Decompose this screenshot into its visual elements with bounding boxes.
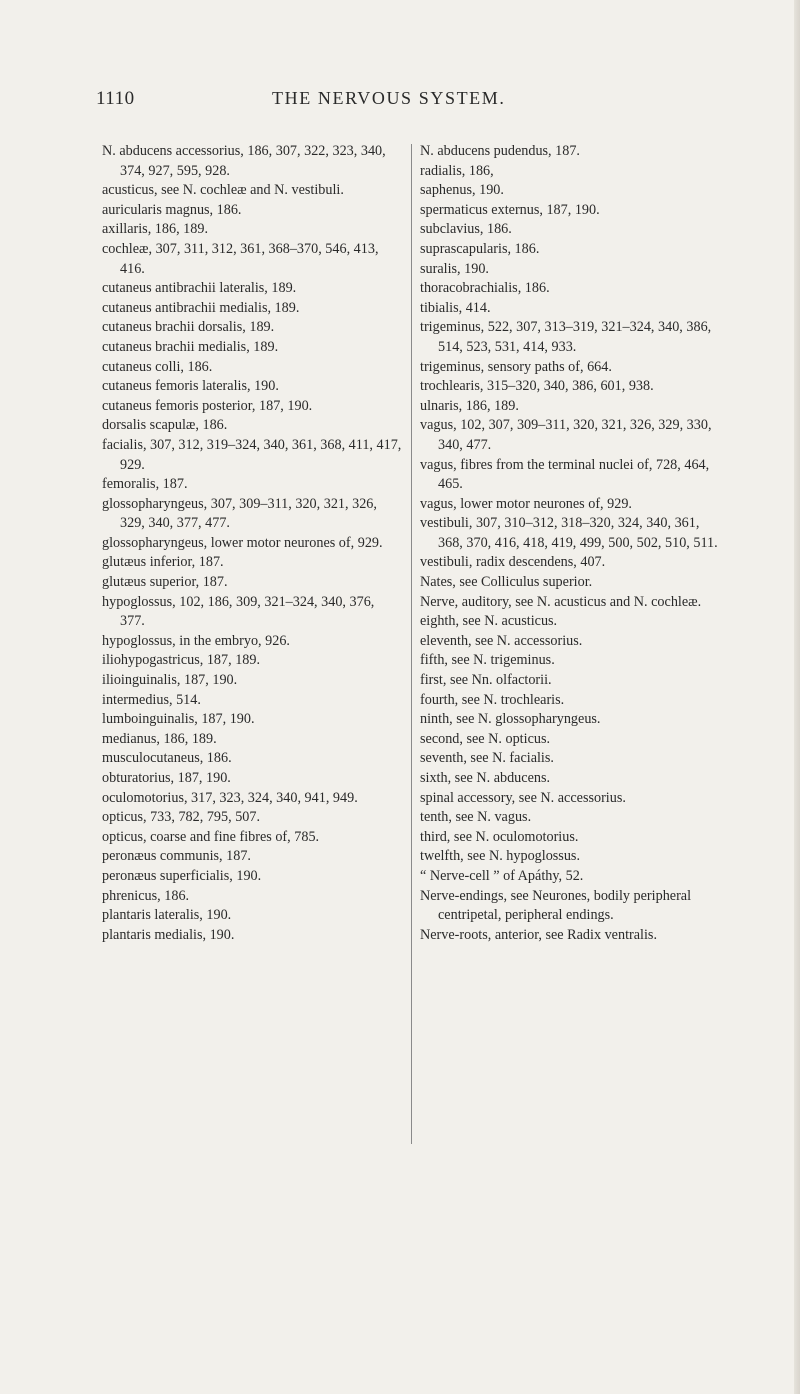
index-entry: ulnaris, 186, 189. [420, 397, 519, 414]
index-entry: fourth, see N. trochlearis. [420, 691, 565, 708]
index-entry: vestibuli, 307, 310–312, 318–320, 324, 340, 361, 368, 370, 416, 418, 419, 499, 500, 502, 510, 511. [420, 515, 718, 551]
index-entry: twelfth, see N. hypoglossus. [420, 848, 580, 865]
index-entry: plantaris medialis, 190. [102, 926, 235, 943]
index-entry: oculomotorius, 317, 323, 324, 340, 941, 949. [102, 789, 358, 806]
index-entry: Nerve-roots, anterior, see Radix ventralis. [420, 926, 657, 943]
index-entry: cochleæ, 307, 311, 312, 361, 368–370, 546, 413, 416. [102, 240, 379, 277]
index-entry: iliohypogastricus, 187, 189. [102, 652, 261, 669]
index-entry: opticus, 733, 782, 795, 507. [102, 809, 261, 826]
index-entry: “ Nerve-cell ” of Apáthy, 52. [420, 867, 584, 884]
index-entry: ilioinguinalis, 187, 190. [102, 672, 238, 689]
index-entry: ninth, see N. glossopharyngeus. [420, 711, 601, 728]
index-entry: Nerve, auditory, see N. acusticus and N. cochleæ. [420, 593, 702, 610]
index-entry: auricularis magnus, 186. [102, 201, 242, 218]
index-columns [102, 142, 724, 1382]
index-entry: lumboinguinalis, 187, 190. [102, 711, 255, 728]
index-column-left [102, 142, 402, 945]
index-entry: subclavius, 186. [420, 221, 512, 238]
column-divider [411, 144, 412, 1144]
index-entry: acusticus, see N. cochleæ and N. vestibuli. [102, 182, 344, 199]
index-entry: eleventh, see N. accessorius. [420, 632, 583, 649]
index-entry: cutaneus femoris posterior, 187, 190. [102, 397, 313, 414]
index-entry: trigeminus, 522, 307, 313–319, 321–324, 340, 386, 514, 523, 531, 414, 933. [420, 319, 712, 355]
index-entry: hypoglossus, 102, 186, 309, 321–324, 340, 376, 377. [102, 593, 375, 630]
index-entry: facialis, 307, 312, 319–324, 340, 361, 368, 411, 417, 929. [102, 436, 402, 473]
index-entry: cutaneus brachii dorsalis, 189. [102, 319, 275, 336]
index-entry: fifth, see N. trigeminus. [420, 652, 555, 669]
index-entry: trigeminus, sensory paths of, 664. [420, 358, 612, 375]
index-entry: vagus, lower motor neurones of, 929. [420, 495, 632, 512]
index-entry: glutæus superior, 187. [102, 574, 228, 591]
index-entry: spermaticus externus, 187, 190. [420, 201, 600, 218]
index-entry: tibialis, 414. [420, 299, 491, 316]
index-entry: second, see N. opticus. [420, 730, 551, 747]
index-entry: tenth, see N. vagus. [420, 809, 532, 826]
index-entry: glossopharyngeus, lower motor neurones of, 929. [102, 534, 383, 551]
index-entry: cutaneus brachii medialis, 189. [102, 338, 279, 355]
index-entry: hypoglossus, in the embryo, 926. [102, 632, 290, 649]
index-entry: glossopharyngeus, 307, 309–311, 320, 321, 326, 329, 340, 377, 477. [102, 495, 377, 532]
index-entry: cutaneus antibrachii lateralis, 189. [102, 280, 297, 297]
index-entry: eighth, see N. acusticus. [420, 613, 558, 630]
index-entry: N. abducens pudendus, 187. [420, 143, 580, 159]
index-entry: cutaneus colli, 186. [102, 358, 213, 375]
index-entry: femoralis, 187. [102, 476, 188, 493]
index-entry: seventh, see N. facialis. [420, 750, 554, 767]
page-edge-shadow [794, 0, 800, 1394]
page-number: 1110 [96, 88, 135, 109]
index-column-right [420, 142, 720, 945]
index-entry: N. abducens accessorius, 186, 307, 322, 323, 340, 374, 927, 595, 928. [102, 143, 386, 179]
index-entry: thoracobrachialis, 186. [420, 280, 550, 297]
index-entry: saphenus, 190. [420, 182, 504, 199]
index-entry: opticus, coarse and fine fibres of, 785. [102, 828, 320, 845]
index-entry: spinal accessory, see N. accessorius. [420, 789, 626, 806]
index-entry: Nerve-endings, see Neurones, bodily peripheral centripetal, peripheral endings. [420, 887, 692, 924]
index-entry: vagus, 102, 307, 309–311, 320, 321, 326, 329, 330, 340, 477. [420, 417, 712, 453]
index-entry: phrenicus, 186. [102, 887, 190, 904]
index-entry: vagus, fibres from the terminal nuclei of, 728, 464, 465. [420, 456, 710, 493]
index-entry: cutaneus antibrachii medialis, 189. [102, 299, 300, 316]
index-entry: glutæus inferior, 187. [102, 554, 224, 571]
running-head: THE NERVOUS SYSTEM. [272, 88, 506, 108]
index-entry: dorsalis scapulæ, 186. [102, 417, 228, 434]
index-entry: vestibuli, radix descendens, 407. [420, 554, 606, 571]
index-entry: axillaris, 186, 189. [102, 221, 208, 238]
index-entry: musculocutaneus, 186. [102, 750, 232, 767]
index-entry: trochlearis, 315–320, 340, 386, 601, 938. [420, 378, 654, 395]
index-entry: cutaneus femoris lateralis, 190. [102, 378, 279, 395]
index-entry: sixth, see N. abducens. [420, 770, 551, 786]
index-entry: Nates, see Colliculus superior. [420, 574, 593, 591]
index-entry: peronæus communis, 187. [102, 848, 251, 865]
index-entry: plantaris lateralis, 190. [102, 907, 232, 924]
index-entry: first, see Nn. olfactorii. [420, 672, 552, 689]
index-entry: medianus, 186, 189. [102, 730, 217, 747]
index-entry: peronæus superficialis, 190. [102, 867, 262, 884]
index-entry: suprascapularis, 186. [420, 240, 540, 257]
index-entry: obturatorius, 187, 190. [102, 770, 231, 786]
index-entry: suralis, 190. [420, 260, 489, 277]
index-entry: intermedius, 514. [102, 691, 201, 708]
index-entry: radialis, 186, [420, 162, 494, 179]
index-entry: third, see N. oculomotorius. [420, 828, 579, 845]
page-header [96, 88, 736, 118]
